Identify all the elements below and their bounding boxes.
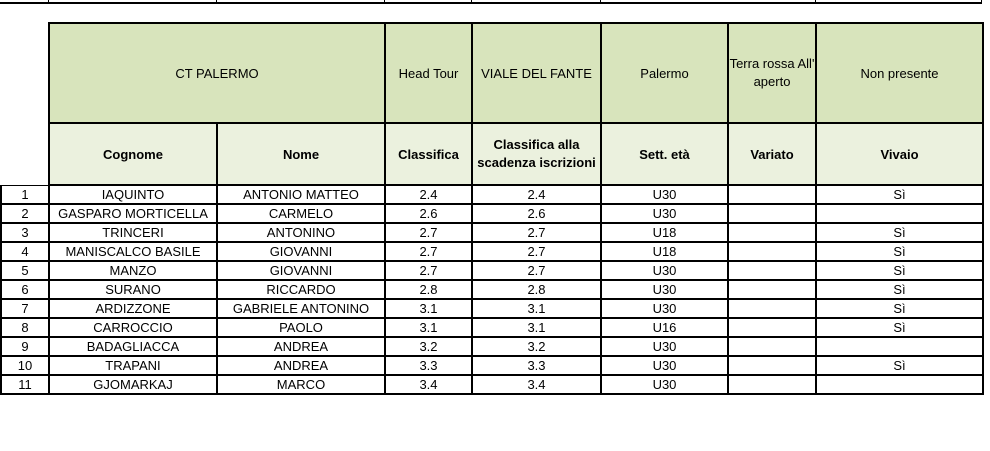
row-number: 6 bbox=[1, 280, 49, 299]
cell-classifica-scadenza: 2.6 bbox=[472, 204, 601, 223]
previous-table-bottom-edge bbox=[0, 0, 990, 4]
cell-vivaio: Sì bbox=[816, 261, 983, 280]
row-number: 3 bbox=[1, 223, 49, 242]
cell-classifica-scadenza: 2.4 bbox=[472, 185, 601, 204]
club-info-row bbox=[1, 23, 983, 123]
table-row bbox=[1, 223, 983, 242]
cell-vivaio: Sì bbox=[816, 223, 983, 242]
cell-variato bbox=[728, 299, 816, 318]
col-header-vivaio: Vivaio bbox=[816, 123, 983, 185]
cell-nome: ANDREA bbox=[217, 356, 385, 375]
cell-cognome: TRINCERI bbox=[49, 223, 217, 242]
table-row bbox=[1, 261, 983, 280]
col-header-nome: Nome bbox=[217, 123, 385, 185]
col-header-cognome: Cognome bbox=[49, 123, 217, 185]
cell-classifica: 3.3 bbox=[385, 356, 472, 375]
cell-classifica: 3.1 bbox=[385, 299, 472, 318]
cell-classifica: 3.4 bbox=[385, 375, 472, 394]
table-row bbox=[1, 280, 983, 299]
cell-sett-eta: U30 bbox=[601, 261, 728, 280]
table-row bbox=[1, 299, 983, 318]
club-surface: Terra rossa All' aperto bbox=[728, 23, 816, 123]
cell-vivaio: Sì bbox=[816, 299, 983, 318]
divider bbox=[471, 0, 472, 3]
cell-classifica: 2.6 bbox=[385, 204, 472, 223]
cell-sett-eta: U30 bbox=[601, 375, 728, 394]
cell-sett-eta: U18 bbox=[601, 223, 728, 242]
divider bbox=[384, 0, 385, 3]
cell-classifica-scadenza: 2.8 bbox=[472, 280, 601, 299]
row-number: 4 bbox=[1, 242, 49, 261]
divider bbox=[48, 0, 49, 3]
players-table bbox=[0, 22, 984, 395]
divider bbox=[0, 2, 982, 4]
cell-cognome: MANISCALCO BASILE bbox=[49, 242, 217, 261]
cell-variato bbox=[728, 337, 816, 356]
cell-cognome: GJOMARKAJ bbox=[49, 375, 217, 394]
cell-sett-eta: U30 bbox=[601, 299, 728, 318]
cell-vivaio: Sì bbox=[816, 185, 983, 204]
divider bbox=[600, 0, 601, 3]
blank-cell bbox=[1, 23, 49, 123]
cell-variato bbox=[728, 223, 816, 242]
cell-cognome: ARDIZZONE bbox=[49, 299, 217, 318]
cell-sett-eta: U30 bbox=[601, 280, 728, 299]
cell-nome: PAOLO bbox=[217, 318, 385, 337]
divider bbox=[815, 0, 816, 3]
club-address: VIALE DEL FANTE bbox=[472, 23, 601, 123]
club-status: Non presente bbox=[816, 23, 983, 123]
row-number: 2 bbox=[1, 204, 49, 223]
cell-classifica-scadenza: 2.7 bbox=[472, 261, 601, 280]
cell-sett-eta: U30 bbox=[601, 185, 728, 204]
cell-classifica: 2.4 bbox=[385, 185, 472, 204]
blank-cell bbox=[1, 123, 49, 185]
cell-variato bbox=[728, 318, 816, 337]
cell-nome: GIOVANNI bbox=[217, 261, 385, 280]
cell-cognome: BADAGLIACCA bbox=[49, 337, 217, 356]
cell-nome: ANTONIO MATTEO bbox=[217, 185, 385, 204]
row-number: 5 bbox=[1, 261, 49, 280]
club-ball: Head Tour bbox=[385, 23, 472, 123]
row-number: 1 bbox=[1, 185, 49, 204]
cell-classifica-scadenza: 3.2 bbox=[472, 337, 601, 356]
club-name: CT PALERMO bbox=[49, 23, 385, 123]
col-header-classifica-scadenza: Classifica alla scadenza iscrizioni bbox=[472, 123, 601, 185]
divider bbox=[216, 0, 217, 3]
row-number: 7 bbox=[1, 299, 49, 318]
cell-classifica-scadenza: 3.1 bbox=[472, 299, 601, 318]
cell-classifica-scadenza: 2.7 bbox=[472, 242, 601, 261]
divider bbox=[981, 0, 982, 3]
cell-variato bbox=[728, 242, 816, 261]
cell-classifica: 2.7 bbox=[385, 223, 472, 242]
cell-classifica: 2.8 bbox=[385, 280, 472, 299]
cell-vivaio bbox=[816, 204, 983, 223]
cell-variato bbox=[728, 375, 816, 394]
cell-variato bbox=[728, 185, 816, 204]
cell-cognome: TRAPANI bbox=[49, 356, 217, 375]
table-row bbox=[1, 242, 983, 261]
table-row bbox=[1, 337, 983, 356]
col-header-variato: Variato bbox=[728, 123, 816, 185]
table-row bbox=[1, 185, 983, 204]
cell-classifica: 3.1 bbox=[385, 318, 472, 337]
cell-classifica-scadenza: 3.4 bbox=[472, 375, 601, 394]
cell-classifica: 2.7 bbox=[385, 261, 472, 280]
cell-cognome: GASPARO MORTICELLA bbox=[49, 204, 217, 223]
cell-cognome: SURANO bbox=[49, 280, 217, 299]
cell-classifica: 2.7 bbox=[385, 242, 472, 261]
row-number: 11 bbox=[1, 375, 49, 394]
cell-nome: GABRIELE ANTONINO bbox=[217, 299, 385, 318]
cell-variato bbox=[728, 280, 816, 299]
cell-nome: MARCO bbox=[217, 375, 385, 394]
cell-sett-eta: U30 bbox=[601, 204, 728, 223]
cell-nome: ANDREA bbox=[217, 337, 385, 356]
cell-vivaio: Sì bbox=[816, 280, 983, 299]
cell-sett-eta: U30 bbox=[601, 337, 728, 356]
cell-vivaio bbox=[816, 337, 983, 356]
cell-nome: GIOVANNI bbox=[217, 242, 385, 261]
cell-nome: RICCARDO bbox=[217, 280, 385, 299]
club-city: Palermo bbox=[601, 23, 728, 123]
cell-classifica-scadenza: 3.3 bbox=[472, 356, 601, 375]
table-body bbox=[1, 185, 983, 394]
row-number: 10 bbox=[1, 356, 49, 375]
cell-cognome: CARROCCIO bbox=[49, 318, 217, 337]
cell-classifica-scadenza: 2.7 bbox=[472, 223, 601, 242]
row-number: 9 bbox=[1, 337, 49, 356]
cell-classifica-scadenza: 3.1 bbox=[472, 318, 601, 337]
cell-cognome: MANZO bbox=[49, 261, 217, 280]
row-number: 8 bbox=[1, 318, 49, 337]
cell-vivaio: Sì bbox=[816, 318, 983, 337]
table-row bbox=[1, 356, 983, 375]
cell-sett-eta: U18 bbox=[601, 242, 728, 261]
table-row bbox=[1, 204, 983, 223]
cell-cognome: IAQUINTO bbox=[49, 185, 217, 204]
cell-vivaio bbox=[816, 375, 983, 394]
cell-variato bbox=[728, 204, 816, 223]
table-row bbox=[1, 375, 983, 394]
col-header-classifica: Classifica bbox=[385, 123, 472, 185]
cell-sett-eta: U30 bbox=[601, 356, 728, 375]
cell-vivaio: Sì bbox=[816, 356, 983, 375]
cell-nome: ANTONINO bbox=[217, 223, 385, 242]
table-row bbox=[1, 318, 983, 337]
cell-nome: CARMELO bbox=[217, 204, 385, 223]
column-header-row bbox=[1, 123, 983, 185]
cell-variato bbox=[728, 356, 816, 375]
cell-sett-eta: U16 bbox=[601, 318, 728, 337]
cell-variato bbox=[728, 261, 816, 280]
cell-vivaio: Sì bbox=[816, 242, 983, 261]
col-header-sett-eta: Sett. età bbox=[601, 123, 728, 185]
cell-classifica: 3.2 bbox=[385, 337, 472, 356]
